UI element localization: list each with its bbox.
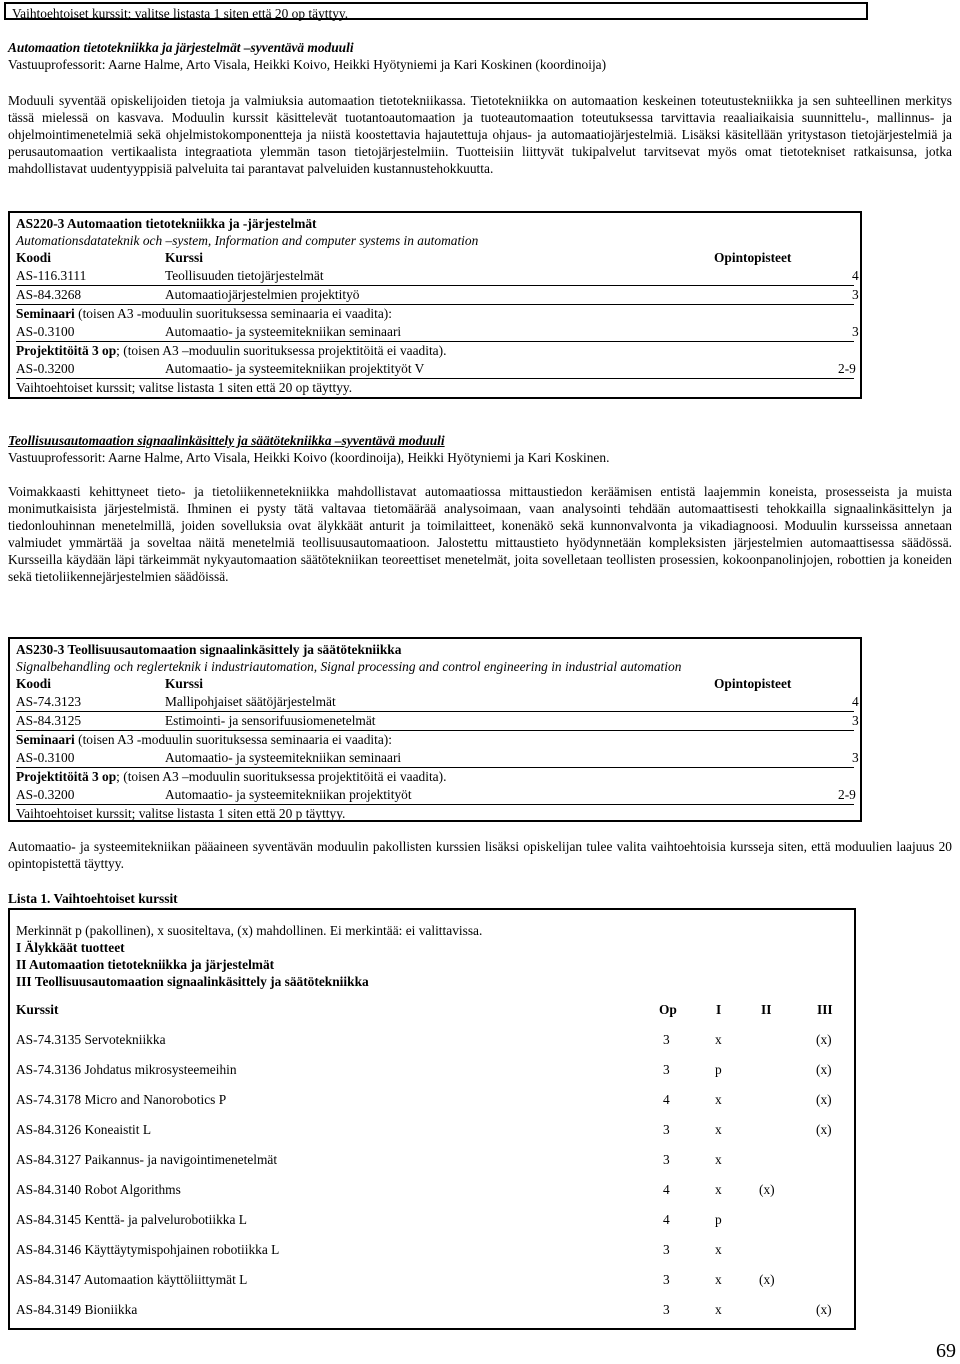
box1-header-code: Koodi [16, 250, 51, 265]
course-op: 4 [663, 1182, 670, 1197]
seminar-label: Seminaari [16, 306, 75, 321]
project-label: Projektitöitä 3 op [16, 769, 117, 784]
mark-i: x [715, 1092, 722, 1107]
course-credits: 2-9 [838, 361, 856, 376]
list-item [16, 1294, 848, 1324]
table-row [16, 749, 859, 768]
seminar-label: Seminaari [16, 732, 75, 747]
course-name: Automaatio- ja systeemitekniikan seminaari [165, 324, 402, 339]
box1-project-note [16, 342, 854, 360]
mark-i: x [715, 1272, 722, 1287]
table-row [16, 286, 859, 305]
course-name: Automaatiojärjestelmien projektityö [165, 287, 360, 302]
list-header-row [16, 994, 848, 1024]
header-i: I [716, 1002, 722, 1017]
course-name: AS-84.3140 Robot Algorithms [16, 1182, 181, 1197]
course-op: 4 [663, 1212, 670, 1227]
course-code: AS-0.3200 [16, 361, 75, 376]
course-op: 3 [663, 1032, 670, 1047]
mark-ii: (x) [759, 1272, 775, 1287]
table-row [16, 323, 859, 342]
table-row [16, 712, 859, 731]
mark-iii: (x) [816, 1122, 832, 1137]
header-ii: II [761, 1002, 772, 1017]
category-iii: III Teollisuusautomaation signaalinkäsittely ja säätötekniikka [16, 974, 369, 989]
box1-seminar-note [16, 305, 854, 323]
mark-i: p [715, 1062, 722, 1077]
project-label: Projektitöitä 3 op [16, 343, 117, 358]
course-op: 3 [663, 1062, 670, 1077]
box2-title: AS230-3 Teollisuusautomaation signaalinkäsittely ja säätötekniikka [16, 642, 402, 657]
top-note-box [4, 2, 868, 20]
seminar-note: (toisen A3 -moduulin suorituksessa seminaaria ei vaadita): [74, 306, 392, 321]
box2-header-code: Koodi [16, 676, 51, 691]
module2-course-box [8, 637, 862, 822]
top-note-text: Vaihtoehtoiset kurssit; valitse listasta 1 siten että 20 op täyttyy. [12, 6, 349, 21]
course-credits: 4 [852, 268, 859, 283]
list-item [16, 1264, 848, 1294]
table-row [16, 693, 859, 712]
course-op: 3 [663, 1272, 670, 1287]
course-name: AS-84.3145 Kenttä- ja palvelurobotiikka L [16, 1212, 247, 1227]
box2-footer-text: Vaihtoehtoiset kurssit; valitse listasta 1 siten että 20 p täyttyy. [16, 806, 346, 821]
list-item [16, 1084, 848, 1114]
box1-title: AS220-3 Automaation tietotekniikka ja -järjestelmät [16, 216, 317, 231]
box2-seminar-note [16, 731, 854, 749]
category-i: I Älykkäät tuotteet [16, 940, 125, 955]
box2-footer [16, 805, 854, 823]
box2-header-row [16, 675, 854, 693]
course-credits: 3 [852, 750, 859, 765]
mark-i: x [715, 1242, 722, 1257]
list-item [16, 1174, 848, 1204]
course-name: AS-84.3126 Koneaistit L [16, 1122, 152, 1137]
table-row [16, 360, 854, 379]
mark-i: x [715, 1302, 722, 1317]
box1-header-course: Kurssi [165, 250, 203, 265]
project-note: ; (toisen A3 –moduulin suorituksessa projektitöitä ei vaadita). [116, 343, 447, 358]
header-course: Kurssit [16, 1002, 59, 1017]
header-op: Op [659, 1002, 677, 1017]
mark-iii: (x) [816, 1302, 832, 1317]
table-row [16, 267, 859, 286]
course-name: Mallipohjaiset säätöjärjestelmät [165, 694, 336, 709]
module2-professors: Vastuuprofessorit: Aarne Halme, Arto Visala, Heikki Koivo (koordinoija), Heikki Hyötyniemi ja Kari Koskinen. [8, 450, 610, 465]
seminar-note: (toisen A3 -moduulin suorituksessa seminaaria ei vaadita): [74, 732, 392, 747]
module1-title: Automaation tietotekniikka ja järjestelmät –syventävä moduuli [8, 40, 354, 55]
course-code: AS-0.3100 [16, 324, 75, 339]
course-name: Automaatio- ja systeemitekniikan projektityöt [165, 787, 412, 802]
list-item [16, 1024, 848, 1054]
list-title: Lista 1. Vaihtoehtoiset kurssit [8, 891, 178, 906]
box2-header-course: Kurssi [165, 676, 203, 691]
course-op: 3 [663, 1122, 670, 1137]
course-code: AS-74.3123 [16, 694, 82, 709]
mark-i: x [715, 1152, 722, 1167]
box2-subtitle: Signalbehandling och reglerteknik i industriautomation, Signal processing and control engineering in industrial automation [16, 659, 682, 674]
optional-courses-box [8, 908, 856, 1330]
course-credits: 3 [852, 324, 859, 339]
list-item [16, 1144, 848, 1174]
course-credits: 4 [852, 694, 859, 709]
mark-ii: (x) [759, 1182, 775, 1197]
mark-i: x [715, 1182, 722, 1197]
course-name: Automaatio- ja systeemitekniikan projektityöt V [165, 361, 425, 376]
box2-header-credits: Opintopisteet [714, 676, 792, 691]
module2-title: Teollisuusautomaation signaalinkäsittely ja säätötekniikka –syventävä moduuli [8, 433, 445, 448]
box1-subtitle: Automationsdatateknik och –system, Information and computer systems in automation [16, 233, 479, 248]
project-note: ; (toisen A3 –moduulin suorituksessa projektitöitä ei vaadita). [116, 769, 447, 784]
course-name: Estimointi- ja sensorifuusiomenetelmät [165, 713, 376, 728]
course-name: AS-74.3178 Micro and Nanorobotics P [16, 1092, 227, 1107]
mark-i: x [715, 1122, 722, 1137]
course-name: AS-74.3136 Johdatus mikrosysteemeihin [16, 1062, 237, 1077]
legend-text: Merkinnät p (pakollinen), x suositeltava, (x) mahdollinen. Ei merkintää: ei valittavissa. [16, 923, 483, 938]
module2-description: Voimakkaasti kehittyneet tieto- ja tietoliikennetekniikka mahdollistavat automaatiossa mittaustiedon keräämisen entistä laajemmin koneista, prosesseista ja muista monimutkaisista järjestelmistä. Ihminen ei pysty tätä valtavaa tietomäärää analysoimaan, vaan analysointi tehdään automaattisesti tehokkailla signaalinkäsittelyn ja tiedonlouhinnan menetelmillä, joiden sovelluksia ovat älykkäät anturit ja toimilaitteet, konenäkö sekä kunnonvalvonta ja vikadiagnoosi. Moduulin kursseissa annetaan valmiudet ymmärtää ja soveltaa näitä menetelmiä teollisuusautomaatioon. Jalostettu mittaustieto hyödynnetään kompleksisten järjestelmien automaattisessa säädössä. Kursseilla käydään läpi tärkeimmät nykyautomaation säätötekniikan teoreettiset menetelmät, joita sovelletaan teollisten prosessien, kokoonpanolinjojen, robottien ja koneiden sekä tietoliikennejärjestelmien säädöissä. [8, 484, 952, 584]
course-name: AS-74.3135 Servotekniikka [16, 1032, 166, 1047]
course-name: AS-84.3146 Käyttäytymispohjainen robotiikka L [16, 1242, 280, 1257]
category-ii: II Automaation tietotekniikka ja järjestelmät [16, 957, 275, 972]
page-number: 69 [936, 1340, 956, 1362]
course-op: 3 [663, 1302, 670, 1317]
course-name: AS-84.3127 Paikannus- ja navigointimenetelmät [16, 1152, 278, 1167]
mark-iii: (x) [816, 1032, 832, 1047]
mark-iii: (x) [816, 1062, 832, 1077]
box1-header-credits: Opintopisteet [714, 250, 792, 265]
course-op: 4 [663, 1092, 670, 1107]
table-row [16, 786, 854, 805]
course-code: AS-116.3111 [16, 268, 87, 283]
mark-iii: (x) [816, 1092, 832, 1107]
box1-header-row [16, 249, 854, 267]
course-code: AS-84.3125 [16, 713, 82, 728]
box1-footer [16, 379, 854, 397]
course-credits: 2-9 [838, 787, 856, 802]
list-item [16, 1114, 848, 1144]
header-iii: III [817, 1002, 833, 1017]
course-op: 3 [663, 1152, 670, 1167]
module1-course-box [8, 211, 862, 399]
course-name: Teollisuuden tietojärjestelmät [165, 268, 324, 283]
course-code: AS-0.3100 [16, 750, 75, 765]
closing-paragraph: Automaatio- ja systeemitekniikan pääaineen syventävän moduulin pakollisten kurssien lisäksi opiskelijan tulee valita vaihtoehtoisia kursseja siten, että moduulien laajuus 20 opintopistettä täyttyy. [8, 839, 952, 871]
mark-i: x [715, 1032, 722, 1047]
mark-i: p [715, 1212, 722, 1227]
course-name: AS-84.3147 Automaation käyttöliittymät L [16, 1272, 248, 1287]
list-item [16, 1054, 848, 1084]
course-code: AS-84.3268 [16, 287, 82, 302]
box2-project-note [16, 768, 854, 786]
list-item [16, 1204, 848, 1234]
course-credits: 3 [852, 713, 859, 728]
module1-description: Moduuli syventää opiskelijoiden tietoja ja valmiuksia automaation tietotekniikassa. Tietotekniikka on automaation keskeinen toteutustekniikka ja sen suhteellinen merkitys tässä mielessä on kasvava. Moduulin kurssit käsittelevät tuotantoautomaation ja tuoteautomaation toteutuksessa tarvittavia reaaliaikaisia suunnittelu-, mallinnus- ja ohjelmointimenetelmiä sekä ohjelmistokomponentteja ja niistä koostettavia hajautettuja ohjaus- ja automaatiojärjestelmiä. Lisäksi käsitellään yritystason tietojärjestelmiä ja perusautomaation vertikaalista integraatiota ylemmän tason tietojärjestelmiin. Tuotteisiin liittyvät tukipalvelut tarvitsevat myös omat tietotekniset ratkaisunsa, jotka mahdollistavat uudentyyppisiä palveluita tai parantavat palveluiden kustannustehokkuutta. [8, 93, 952, 176]
course-name: Automaatio- ja systeemitekniikan seminaari [165, 750, 402, 765]
course-name: AS-84.3149 Bioniikka [16, 1302, 138, 1317]
course-code: AS-0.3200 [16, 787, 75, 802]
box1-footer-text: Vaihtoehtoiset kurssit; valitse listasta 1 siten että 20 op täyttyy. [16, 380, 353, 395]
module1-professors: Vastuuprofessorit: Aarne Halme, Arto Visala, Heikki Koivo, Heikki Hyötyniemi ja Kari Koskinen (koordinoija) [8, 57, 607, 72]
list-item [16, 1234, 848, 1264]
course-op: 3 [663, 1242, 670, 1257]
course-credits: 3 [852, 287, 859, 302]
